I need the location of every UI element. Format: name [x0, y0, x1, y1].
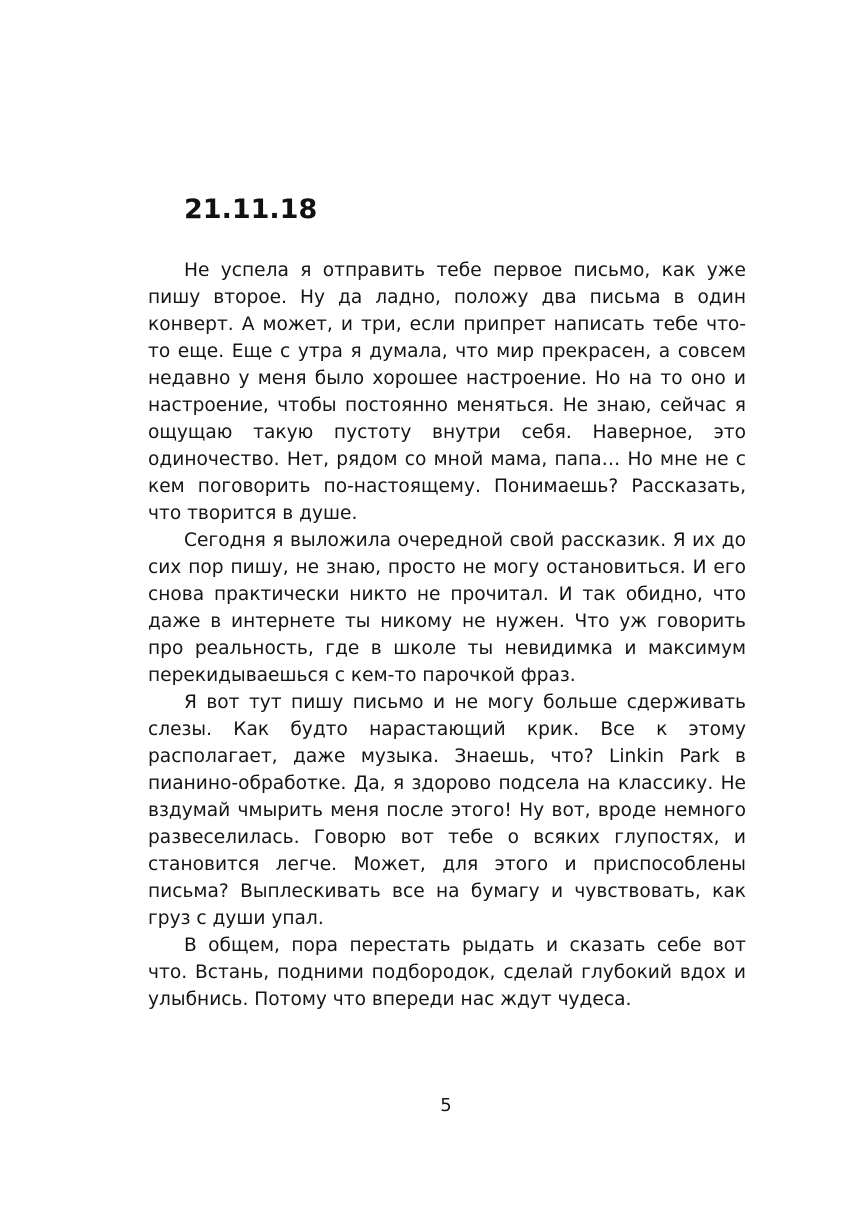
paragraph: В общем, пора перестать рыдать и сказать себе вот что. Встань, подними подбородок, сделай глубокий вдох и улыбнись. Потому что впереди нас ждут чудеса. [148, 935, 746, 1010]
paragraph: Сегодня я выложила очередной свой рассказик. Я их до сих пор пишу, не знаю, просто не могу остановиться. И его снова практически никто не прочитал. И так обидно, что даже в интернете ты никому не нужен. Что уж говорить про реальность, где в школе ты невидимка и максимум перекидываешься с кем-то парочкой фраз. [148, 530, 746, 686]
paragraph: Я вот тут пишу письмо и не могу больше сдерживать слезы. Как будто нарастающий крик. Все к этому располагает, даже музыка. Знаешь, что? Linkin Park в пианино-обработке. Да, я здорово подсела на классику. Не вздумай чмырить меня после этого! Ну вот, вроде немного развеселилась. Говорю вот тебе о всяких глупостях, и становится легче. Может, для этого и приспособлены письма? Выплескивать все на бумагу и чувствовать, как груз с души упал. [148, 692, 746, 929]
paragraph: Не успела я отправить тебе первое письмо, как уже пишу второе. Ну да ладно, положу два письма в один конверт. А может, и три, если припрет написать тебе что-то еще. Еще с утра я думала, что мир прекрасен, а совсем недавно у меня было хорошее настроение. Но на то оно и настроение, чтобы постоянно меняться. Не знаю, сейчас я ощущаю такую пустоту внутри себя. Наверное, это одиночество. Нет, рядом со мной мама, папа… Но мне не с кем поговорить по-настоящему. Понимаешь? Рассказать, что творится в душе. [148, 260, 746, 524]
date-heading: 21.11.18 [184, 194, 318, 225]
letter-body [148, 257, 746, 1013]
page-number: 5 [440, 1095, 452, 1116]
